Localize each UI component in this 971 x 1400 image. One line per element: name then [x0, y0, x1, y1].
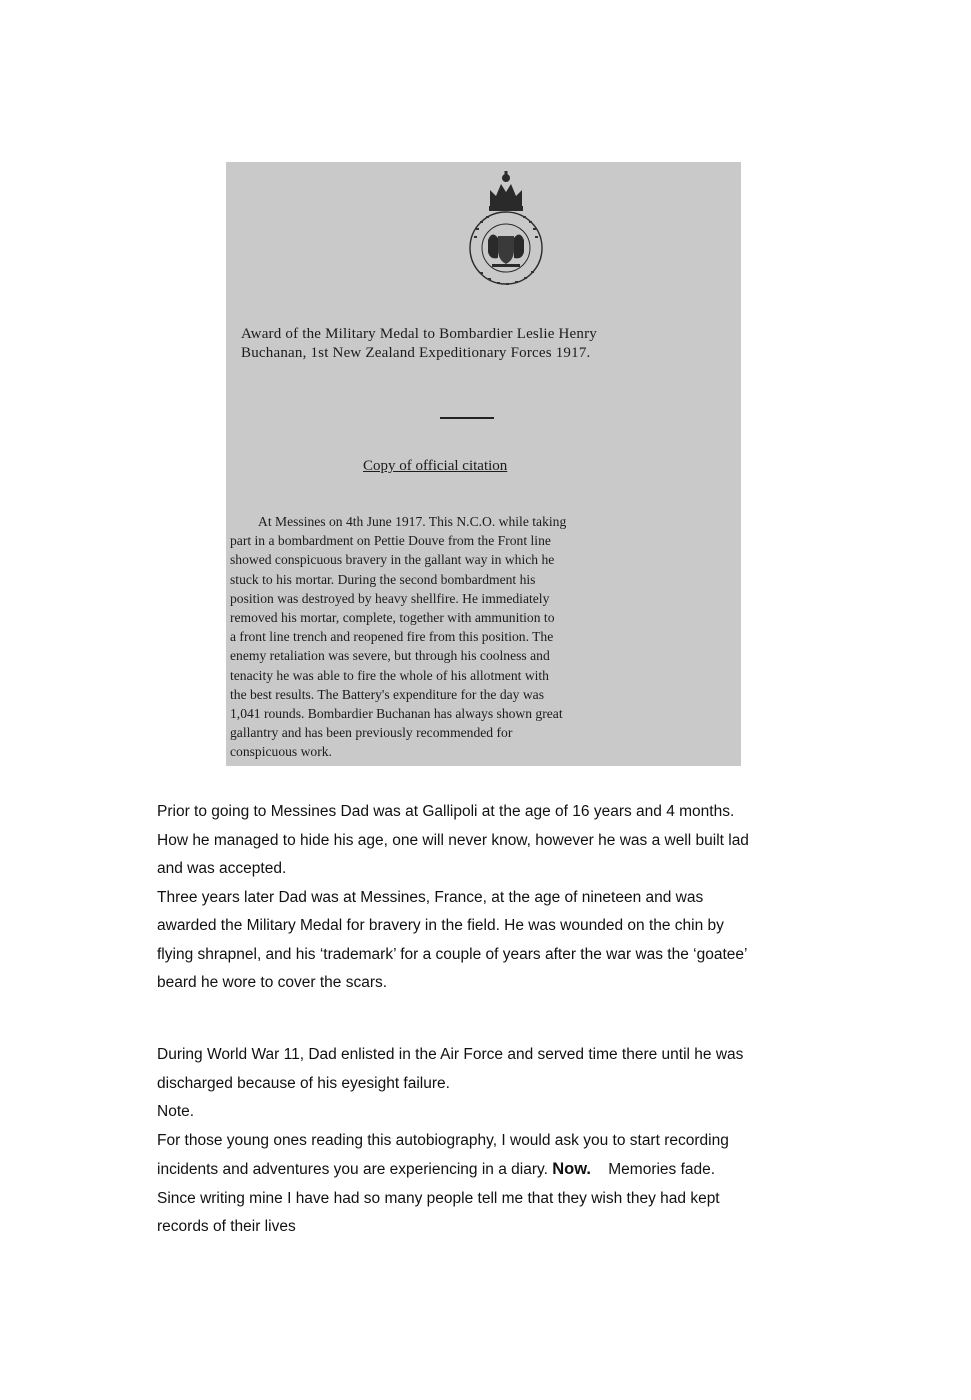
prose-line: For those young ones reading this autobiography, I would ask you to start recording [157, 1131, 729, 1149]
citation-title [241, 325, 733, 363]
citation-body [230, 512, 740, 762]
prose-line: flying shrapnel, and his ‘trademark’ for a couple of years after the war was the ‘goatee’ [157, 945, 748, 963]
citation-body-line: enemy retaliation was severe, but through his coolness and [230, 648, 550, 664]
citation-body-line: part in a bombardment on Pettie Douve from the Front line [230, 533, 551, 549]
prose-line: beard he wore to cover the scars. [157, 974, 388, 991]
prose-paragraph-ww2 [157, 1041, 857, 1242]
citation-heading: Copy of official citation [363, 458, 508, 474]
prose-paragraph-gallipoli [157, 798, 857, 998]
citation-body-line: gallantry and has been previously recommended for [230, 725, 513, 741]
prose-line: During World War 11, Dad enlisted in the Air Force and served time there until he was [157, 1046, 744, 1063]
prose-line: How he managed to hide his age, one will never know, however he was a well built lad [157, 831, 749, 849]
citation-body-line: position was destroyed by heavy shellfire. He immediately [230, 590, 550, 606]
citation-body-line: stuck to his mortar. During the second bombardment his [230, 571, 536, 587]
prose-line: records of their lives [157, 1218, 296, 1235]
prose-line: awarded the Military Medal for bravery in the field. He was wounded on the chin by [157, 917, 724, 934]
citation-body-line: the best results. The Battery's expenditure for the day was [230, 686, 545, 702]
citation-title-line: Award of the Military Medal to Bombardier Leslie Henry [241, 326, 597, 342]
divider [440, 417, 494, 419]
prose-line: discharged because of his eyesight failure. [157, 1074, 450, 1092]
memories-text: Memories fade. [591, 1161, 716, 1178]
diary-text: incidents and adventures you are experiencing in a diary. [157, 1161, 553, 1178]
citation-title-line: Buchanan, 1st New Zealand Expeditionary Forces 1917. [241, 345, 591, 361]
prose-line: Three years later Dad was at Messines, France, at the age of nineteen and was [157, 888, 704, 906]
citation-body-line: 1,041 rounds. Bombardier Buchanan has always shown great [230, 706, 563, 722]
citation-image [226, 162, 741, 766]
citation-body-line: showed conspicuous bravery in the gallant way in which he [230, 552, 555, 568]
prose-line: Prior to going to Messines Dad was at Gallipoli at the age of 16 years and 4 months. [157, 803, 735, 820]
citation-body-line: a front line trench and reopened fire from this position. The [230, 629, 554, 645]
prose-line: Since writing mine I have had so many people tell me that they wish they had kept [157, 1189, 720, 1207]
citation-body-line: tenacity he was able to fire the whole of his allotment with [230, 667, 549, 683]
note-label: Note. [157, 1103, 195, 1120]
prose-line-diary [157, 1155, 857, 1185]
citation-body-line: conspicuous work. [230, 744, 332, 760]
government-house-crest-icon [460, 166, 552, 286]
citation-body-line: removed his mortar, complete, together with ammunition to [230, 610, 555, 626]
citation-body-line: At Messines on 4th June 1917. This N.C.O. while taking [258, 514, 567, 529]
prose-line: and was accepted. [157, 860, 287, 877]
now-emphasis: Now. [552, 1160, 592, 1178]
